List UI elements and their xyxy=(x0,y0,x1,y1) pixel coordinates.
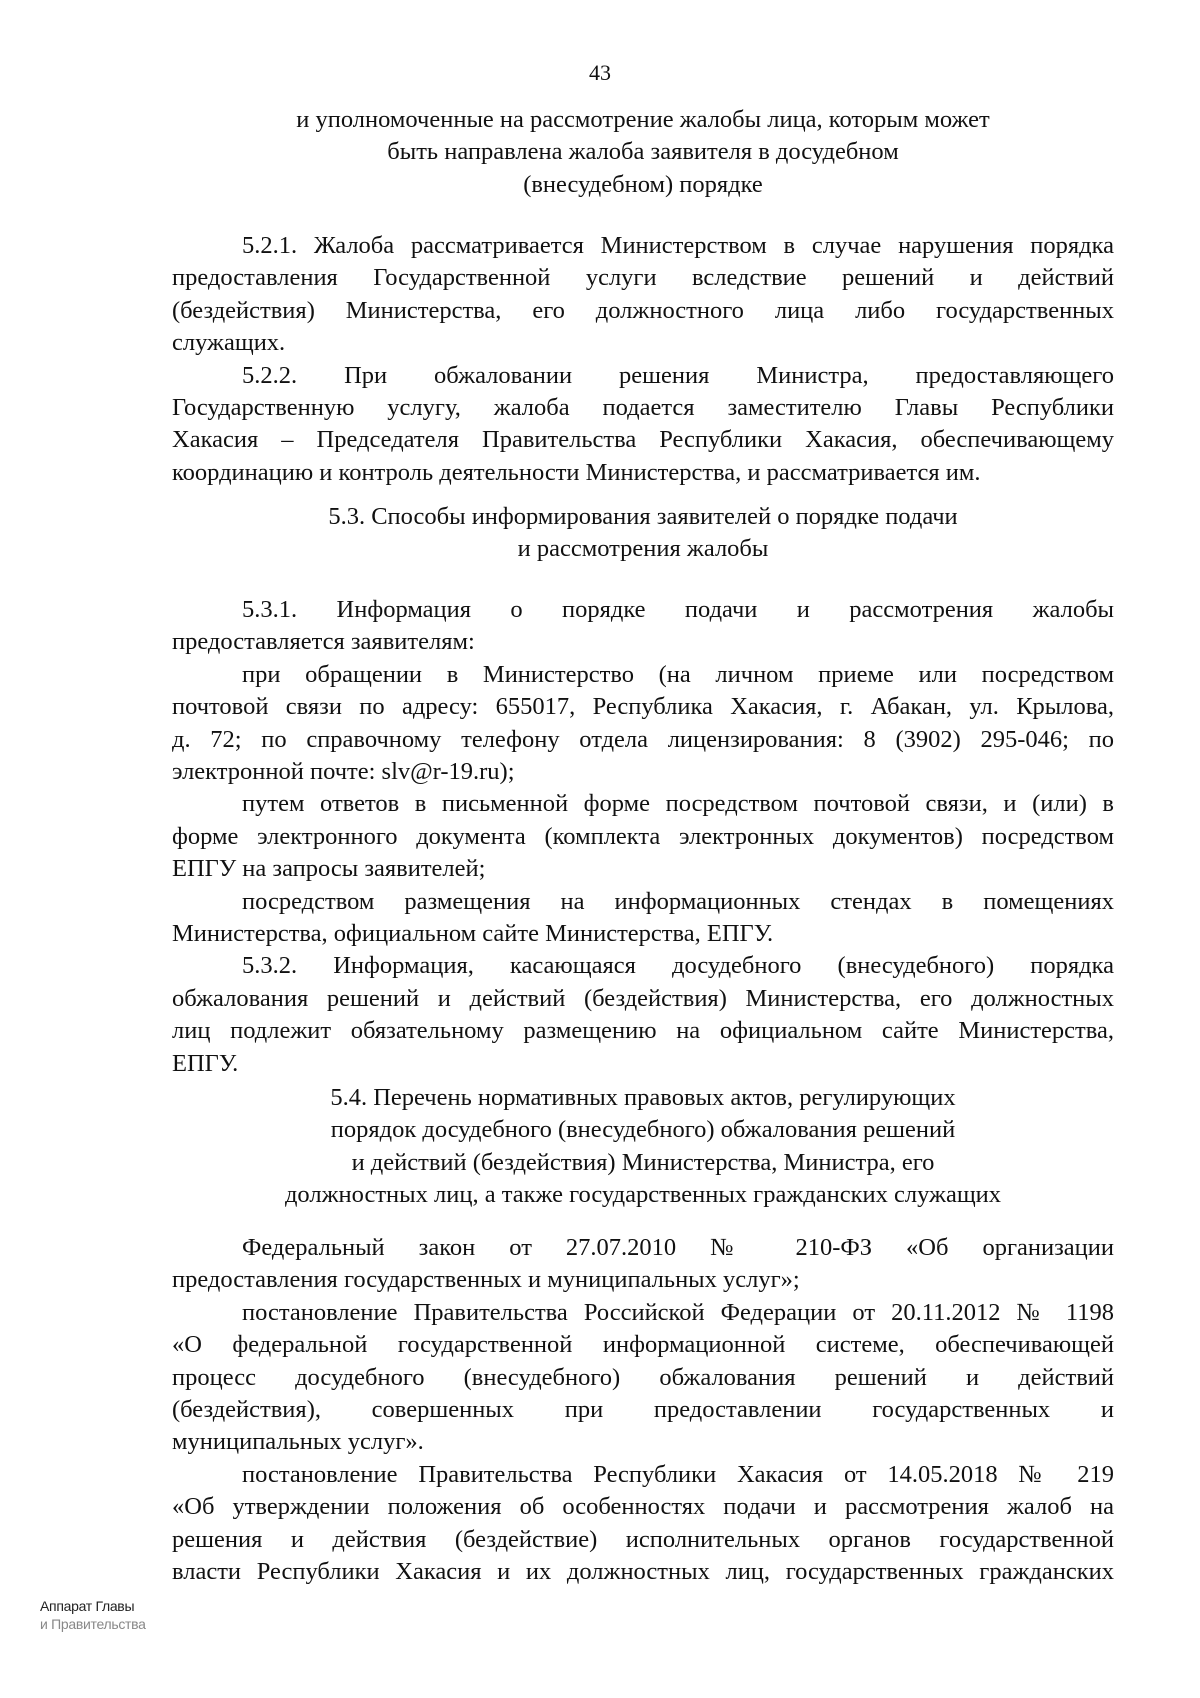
heading-line: порядок досудебного (внесудебного) обжалования решений xyxy=(330,1116,956,1144)
text-line: путем ответов в письменной форме посредством почтовой связи, и (или) в xyxy=(242,790,1114,818)
page-number: 43 xyxy=(589,60,611,85)
text-line: ЕПГУ на запросы заявителей; xyxy=(172,855,486,883)
heading-line: 5.3. Способы информирования заявителей о порядке подачи xyxy=(328,503,958,530)
heading-line: и действий (бездействия) Министерства, Министра, его xyxy=(351,1148,935,1176)
text-line: лиц подлежит обязательному размещению на официальном сайте Министерства, xyxy=(172,1017,1114,1045)
text-line: 5.2.2. При обжаловании решения Министра, предоставляющего xyxy=(242,361,1114,389)
text-line: Хакасия – Председателя Правительства Республики Хакасия, обеспечивающему xyxy=(172,426,1114,454)
text-line: Министерства, официальном сайте Министерства, ЕПГУ. xyxy=(172,920,774,948)
text-line: почтовой связи по адресу: 655017, Республика Хакасия, г. Абакан, ул. Крылова, xyxy=(172,693,1114,721)
text-line: предоставления государственных и муниципальных услуг»; xyxy=(172,1266,800,1294)
paragraphs-5-4 xyxy=(172,1232,1114,1588)
text-line: при обращении в Министерство (на личном приеме или посредством xyxy=(242,660,1114,688)
office-stamp xyxy=(40,1597,146,1633)
text-line: (бездействия) Министерства, его должностного лица либо государственных xyxy=(172,296,1114,324)
text-line: 5.2.1. Жалоба рассматривается Министерством в случае нарушения порядка xyxy=(242,232,1114,259)
text-line: (бездействия), совершенных при предоставлении государственных и xyxy=(172,1396,1114,1424)
text-line: форме электронного документа (комплекта электронных документов) посредством xyxy=(172,822,1114,850)
text-line: ЕПГУ. xyxy=(172,1049,239,1077)
text-line: электронной почте: slv@r-19.ru); xyxy=(172,758,515,786)
section-heading-5-4 xyxy=(172,1082,1114,1212)
stamp-line: и Правительства xyxy=(40,1616,146,1632)
heading-line: и рассмотрения жалобы xyxy=(517,535,769,563)
paragraphs-5-3 xyxy=(172,594,1114,1080)
text-line: Государственную услугу, жалоба подается заместителю Главы Республики xyxy=(172,394,1114,422)
text-line: решения и действия (бездействие) исполнительных органов государственной xyxy=(172,1525,1114,1553)
text-line: служащих. xyxy=(172,329,286,357)
text-line: посредством размещения на информационных стендах в помещениях xyxy=(242,887,1114,915)
text-line: процесс досудебного (внесудебного) обжалования решений и действий xyxy=(172,1363,1114,1391)
text-line: постановление Правительства Российской Федерации от 20.11.2012 № 1198 xyxy=(242,1298,1114,1326)
text-line: предоставления Государственной услуги вследствие решений и действий xyxy=(172,264,1114,292)
text-line: 5.3.1. Информация о порядке подачи и рассмотрения жалобы xyxy=(242,596,1114,623)
text-line: Федеральный закон от 27.07.2010 № 210-ФЗ «Об организации xyxy=(242,1234,1114,1261)
section-heading-5-3 xyxy=(172,501,1114,566)
stamp-line: Аппарат Главы xyxy=(40,1598,135,1614)
text-line: муниципальных услуг». xyxy=(172,1428,424,1456)
text-line: «О федеральной государственной информационной системе, обеспечивающей xyxy=(172,1331,1114,1359)
text-line: «Об утверждении положения об особенностях подачи и рассмотрения жалоб на xyxy=(172,1493,1114,1521)
text-line: координацию и контроль деятельности Министерства, и рассматривается им. xyxy=(172,458,981,486)
heading-line: (внесудебном) порядке xyxy=(523,170,763,198)
paragraphs-5-2 xyxy=(172,230,1114,489)
text-line: д. 72; по справочному телефону отдела лицензирования: 8 (3902) 295-046; по xyxy=(172,725,1114,753)
heading-line: 5.4. Перечень нормативных правовых актов, регулирующих xyxy=(330,1084,956,1111)
text-line: обжалования решений и действий (бездействия) Министерства, его должностных xyxy=(172,984,1114,1012)
text-line: 5.3.2. Информация, касающаяся досудебного (внесудебного) порядка xyxy=(242,952,1114,980)
heading-line: быть направлена жалоба заявителя в досудебном xyxy=(387,138,899,166)
section-heading-5-2 xyxy=(172,104,1114,201)
text-line: власти Республики Хакасия и их должностных лиц, государственных гражданских xyxy=(172,1558,1114,1586)
text-line: постановление Правительства Республики Хакасия от 14.05.2018 № 219 xyxy=(242,1460,1114,1488)
text-line: предоставляется заявителям: xyxy=(172,628,475,656)
heading-line: должностных лиц, а также государственных гражданских служащих xyxy=(284,1181,1002,1209)
heading-line: и уполномоченные на рассмотрение жалобы лица, которым может xyxy=(296,106,990,133)
